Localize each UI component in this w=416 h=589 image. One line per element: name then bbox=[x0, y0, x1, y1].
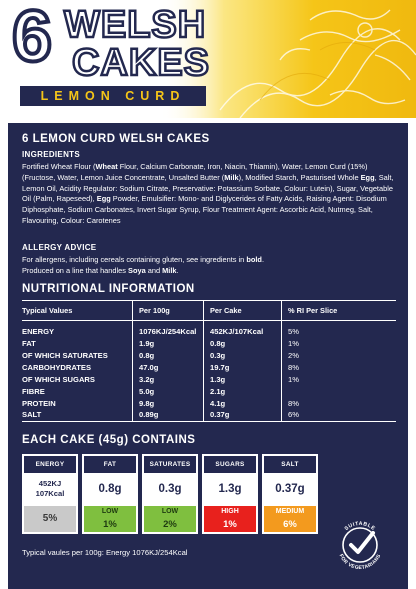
allergen-term: Milk bbox=[224, 172, 239, 182]
allergen-term: Egg bbox=[360, 172, 375, 182]
product-title: 6 LEMON CURD WELSH CAKES bbox=[22, 133, 210, 145]
allergen-term: Egg bbox=[96, 194, 111, 204]
allergen-term: Wheat bbox=[95, 162, 118, 171]
table-cell: FIBRE bbox=[22, 387, 45, 396]
table-row bbox=[22, 363, 396, 375]
fat-label-box bbox=[82, 454, 138, 534]
table-cell: OF WHICH SUGARS bbox=[22, 375, 95, 384]
table-cell: 2.1g bbox=[210, 387, 226, 396]
table-row bbox=[22, 375, 396, 387]
salt-label-box bbox=[262, 454, 318, 534]
table-cell: 0.8g bbox=[210, 339, 226, 348]
table-cell: SALT bbox=[22, 410, 42, 419]
product-name-line1: WELSH bbox=[64, 4, 207, 46]
ingredient-text-fragment: Fortified Wheat Flour ( bbox=[22, 162, 96, 171]
table-cell: ENERGY bbox=[22, 327, 55, 336]
nutrition-title: NUTRITIONAL INFORMATION bbox=[22, 283, 195, 295]
table-cell: 8% bbox=[288, 363, 299, 372]
box-level: LOW bbox=[84, 506, 136, 517]
box-percent: 2% bbox=[144, 517, 196, 532]
allergy-heading: ALLERGY ADVICE bbox=[22, 243, 97, 252]
table-cell: OF WHICH SATURATES bbox=[22, 351, 108, 360]
box-label: SATURATES bbox=[144, 456, 196, 473]
table-cell: 47.0g bbox=[139, 363, 159, 372]
box-percent: 6% bbox=[264, 517, 316, 532]
sugars-label-box bbox=[202, 454, 258, 534]
table-cell: 1% bbox=[288, 339, 299, 348]
box-value: 452KJ 107Kcal bbox=[24, 473, 76, 506]
ingredient-text-fragment: , Salt, Lemon Oil, Acidity Regulator: Sodium Citrate, Preservative: Potassium Sorbate, Colour: Lutein), Sugar, Vegetable Oil (Palm, Rapeseed), bbox=[22, 172, 394, 204]
box-label: SALT bbox=[264, 456, 316, 473]
box-level: LOW bbox=[144, 506, 196, 517]
table-cell: 5.0g bbox=[139, 387, 155, 396]
table-row bbox=[22, 410, 396, 422]
footnote: Typical vaules per 100g: Energy 1076KJ/254Kcal bbox=[22, 548, 188, 557]
ingredients-text bbox=[22, 162, 396, 227]
ingredients-heading: INGREDIENTS bbox=[22, 150, 80, 159]
column-header: Per 100g bbox=[139, 306, 170, 315]
column-header: Per Cake bbox=[210, 306, 242, 315]
table-cell: 19.7g bbox=[210, 363, 230, 372]
table-rule bbox=[22, 300, 396, 301]
table-cell: 5% bbox=[288, 327, 299, 336]
column-header: Typical Values bbox=[22, 306, 73, 315]
badge-top-text: SUITABLE bbox=[343, 520, 377, 533]
table-cell: 8% bbox=[288, 399, 299, 408]
box-level: MEDIUM bbox=[264, 506, 316, 517]
box-percent: 5% bbox=[24, 506, 76, 532]
box-label: FAT bbox=[84, 456, 136, 473]
vegetarian-check-icon bbox=[332, 517, 388, 573]
allergy-line-2: Produced on a line that handles Soya and Milk. bbox=[22, 265, 179, 275]
table-cell: 4.1g bbox=[210, 399, 226, 408]
box-value: 0.8g bbox=[84, 473, 136, 506]
table-cell: PROTEIN bbox=[22, 399, 56, 408]
box-label: ENERGY bbox=[24, 456, 76, 473]
table-cell: 3.2g bbox=[139, 375, 155, 384]
box-percent: 1% bbox=[84, 517, 136, 532]
table-cell: 1076KJ/254Kcal bbox=[139, 327, 197, 336]
table-cell: 1% bbox=[288, 375, 299, 384]
box-label: SUGARS bbox=[204, 456, 256, 473]
table-row bbox=[22, 327, 396, 339]
table-row bbox=[22, 351, 396, 363]
info-panel bbox=[8, 123, 408, 589]
table-cell: 6% bbox=[288, 410, 299, 419]
badge-bottom-text: FOR VEGETARIANS bbox=[337, 553, 383, 572]
table-cell: 2% bbox=[288, 351, 299, 360]
allergy-text bbox=[22, 255, 396, 276]
table-cell: CARBOHYDRATES bbox=[22, 363, 92, 372]
ingredient-text-fragment: Flour, Calcium Carbonate, Iron, Niacin, Thiamin), Water, Lemon Curd (15%)(Fructose, Water, Lemon Juice Concentrate, Unsalted Butter ( bbox=[22, 162, 368, 182]
ingredient-text-fragment: Powder, Emulsifier: Mono- and Diglycerides of Fatty Acids, Raising Agent: Disodium Diphosphate, Sodium Carbonates, Invert Sugar Syrup, Flour Treatment Agent: Ascorbic Acid, Nutmeg, Salt, Flavouring, Colour: Carotenes bbox=[22, 194, 387, 225]
svg-text:SUITABLE bbox=[344, 521, 377, 532]
each-cake-title: EACH CAKE (45g) CONTAINS bbox=[22, 434, 196, 446]
table-rule bbox=[22, 320, 396, 321]
table-cell: FAT bbox=[22, 339, 36, 348]
table-cell: 0.37g bbox=[210, 410, 230, 419]
allergy-line-1: For allergens, including cereals containing gluten, see ingredients in bold. bbox=[22, 255, 264, 264]
box-percent: 1% bbox=[204, 517, 256, 532]
header-banner bbox=[0, 0, 416, 118]
box-level: HIGH bbox=[204, 506, 256, 517]
table-cell: 452KJ/107Kcal bbox=[210, 327, 264, 336]
energy-label-box bbox=[22, 454, 78, 534]
ingredient-text-fragment: ), Modified Starch, Pasturised Whole bbox=[238, 172, 361, 182]
table-cell: 1.3g bbox=[210, 375, 226, 384]
box-value: 0.3g bbox=[144, 473, 196, 506]
table-cell: 1.9g bbox=[139, 339, 155, 348]
flavour-label: LEMON CURD bbox=[40, 89, 186, 103]
table-cell: 0.89g bbox=[139, 410, 159, 419]
box-value: 0.37g bbox=[264, 473, 316, 506]
table-row bbox=[22, 339, 396, 351]
table-cell: 0.8g bbox=[139, 351, 155, 360]
pack-count: 6 bbox=[12, 0, 51, 77]
product-name-line2: CAKES bbox=[72, 42, 211, 84]
table-cell: 9.8g bbox=[139, 399, 155, 408]
nutrition-table bbox=[22, 300, 396, 422]
table-cell: 0.3g bbox=[210, 351, 226, 360]
column-header: % RI Per Slice bbox=[288, 306, 338, 315]
saturates-label-box bbox=[142, 454, 198, 534]
table-row bbox=[22, 387, 396, 399]
table-row bbox=[22, 399, 396, 411]
box-value: 1.3g bbox=[204, 473, 256, 506]
